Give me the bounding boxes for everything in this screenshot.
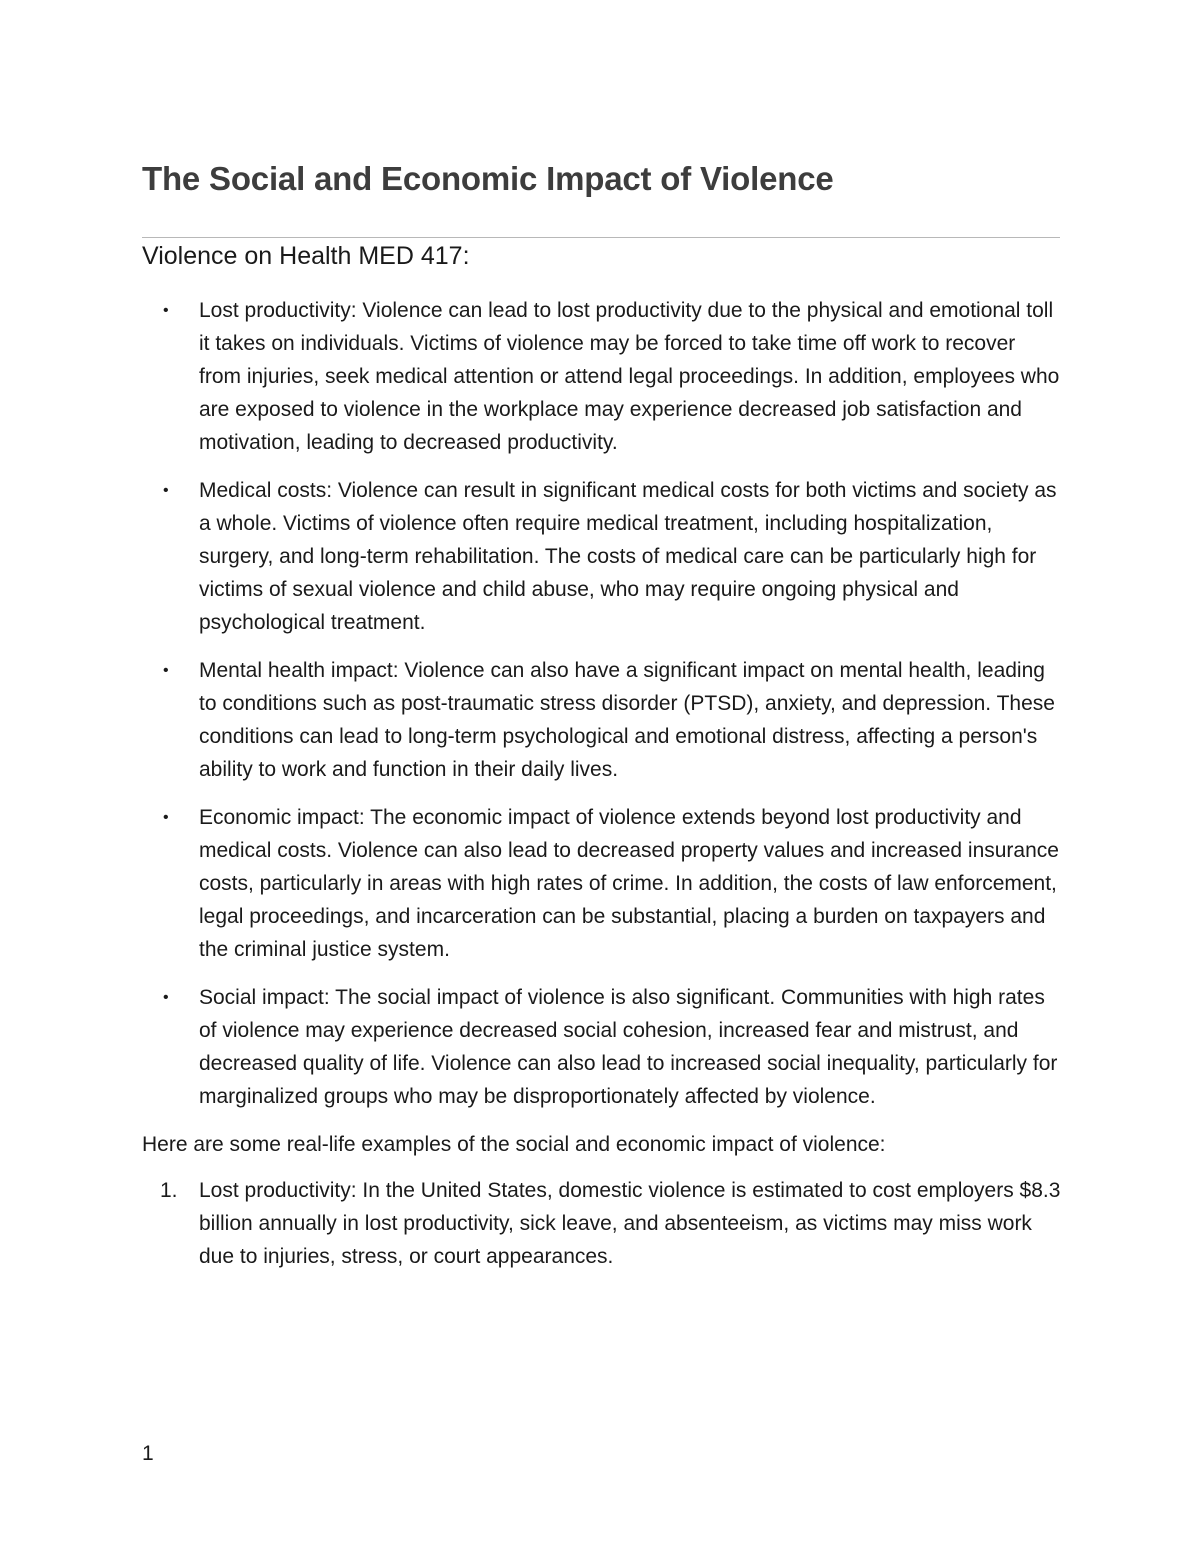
list-number: 1. bbox=[160, 1179, 178, 1202]
page-number: 1 bbox=[142, 1442, 154, 1465]
bullet-marker: • bbox=[163, 989, 169, 1006]
list-item-text: Social impact: The social impact of violence is also significant. Communities with high rates of violence may experience decreased social cohesion, increased fear and mistrust, and decreased quality of life. Violence can also lead to increased social inequality, particularly for marginalized groups who may be disproportionately affected by violence. bbox=[199, 986, 1058, 1108]
list-item-text: Lost productivity: Violence can lead to lost productivity due to the physical and emotional toll it takes on individuals. Victims of violence may be forced to take time off work to recover from injuries, seek medical attention or attend legal proceedings. In addition, employees who are exposed to violence in the workplace may experience decreased job satisfaction and motivation, leading to decreased productivity. bbox=[199, 299, 1060, 454]
document-title: The Social and Economic Impact of Violence bbox=[142, 160, 834, 197]
list-item-text: Economic impact: The economic impact of violence extends beyond lost productivity and medical costs. Violence can also lead to decreased property values and increased insurance costs, particularly in areas with high rates of crime. In addition, the costs of law enforcement, legal proceedings, and incarceration can be substantial, placing a burden on taxpayers and the criminal justice system. bbox=[199, 806, 1059, 961]
examples-numbered-list bbox=[142, 1174, 1062, 1273]
document-body bbox=[142, 294, 1062, 1288]
list-item-text: Lost productivity: In the United States, domestic violence is estimated to cost employers $8.3 billion annually in lost productivity, sick leave, and absenteeism, as victims may miss work due to injuries, stress, or court appearances. bbox=[199, 1179, 1061, 1268]
list-item-text: Mental health impact: Violence can also have a significant impact on mental health, leading to conditions such as post-traumatic stress disorder (PTSD), anxiety, and depression. These conditions can lead to long-term psychological and emotional distress, affecting a person's ability to work and function in their daily lives. bbox=[199, 659, 1055, 781]
title-divider bbox=[142, 237, 1060, 238]
section-heading: Violence on Health MED 417: bbox=[142, 242, 470, 270]
list-item bbox=[142, 294, 1062, 459]
list-item bbox=[142, 474, 1062, 639]
bullet-marker: • bbox=[163, 302, 169, 319]
list-item bbox=[142, 1174, 1062, 1273]
list-item bbox=[142, 981, 1062, 1113]
impact-bullet-list bbox=[142, 294, 1062, 1113]
list-item bbox=[142, 801, 1062, 966]
bullet-marker: • bbox=[163, 809, 169, 826]
bullet-marker: • bbox=[163, 662, 169, 679]
list-item bbox=[142, 654, 1062, 786]
examples-intro: Here are some real-life examples of the social and economic impact of violence: bbox=[142, 1133, 886, 1156]
list-item-text: Medical costs: Violence can result in significant medical costs for both victims and society as a whole. Victims of violence often require medical treatment, including hospitalization, surgery, and long-term rehabilitation. The costs of medical care can be particularly high for victims of sexual violence and child abuse, who may require ongoing physical and psychological treatment. bbox=[199, 479, 1057, 634]
bullet-marker: • bbox=[163, 482, 169, 499]
